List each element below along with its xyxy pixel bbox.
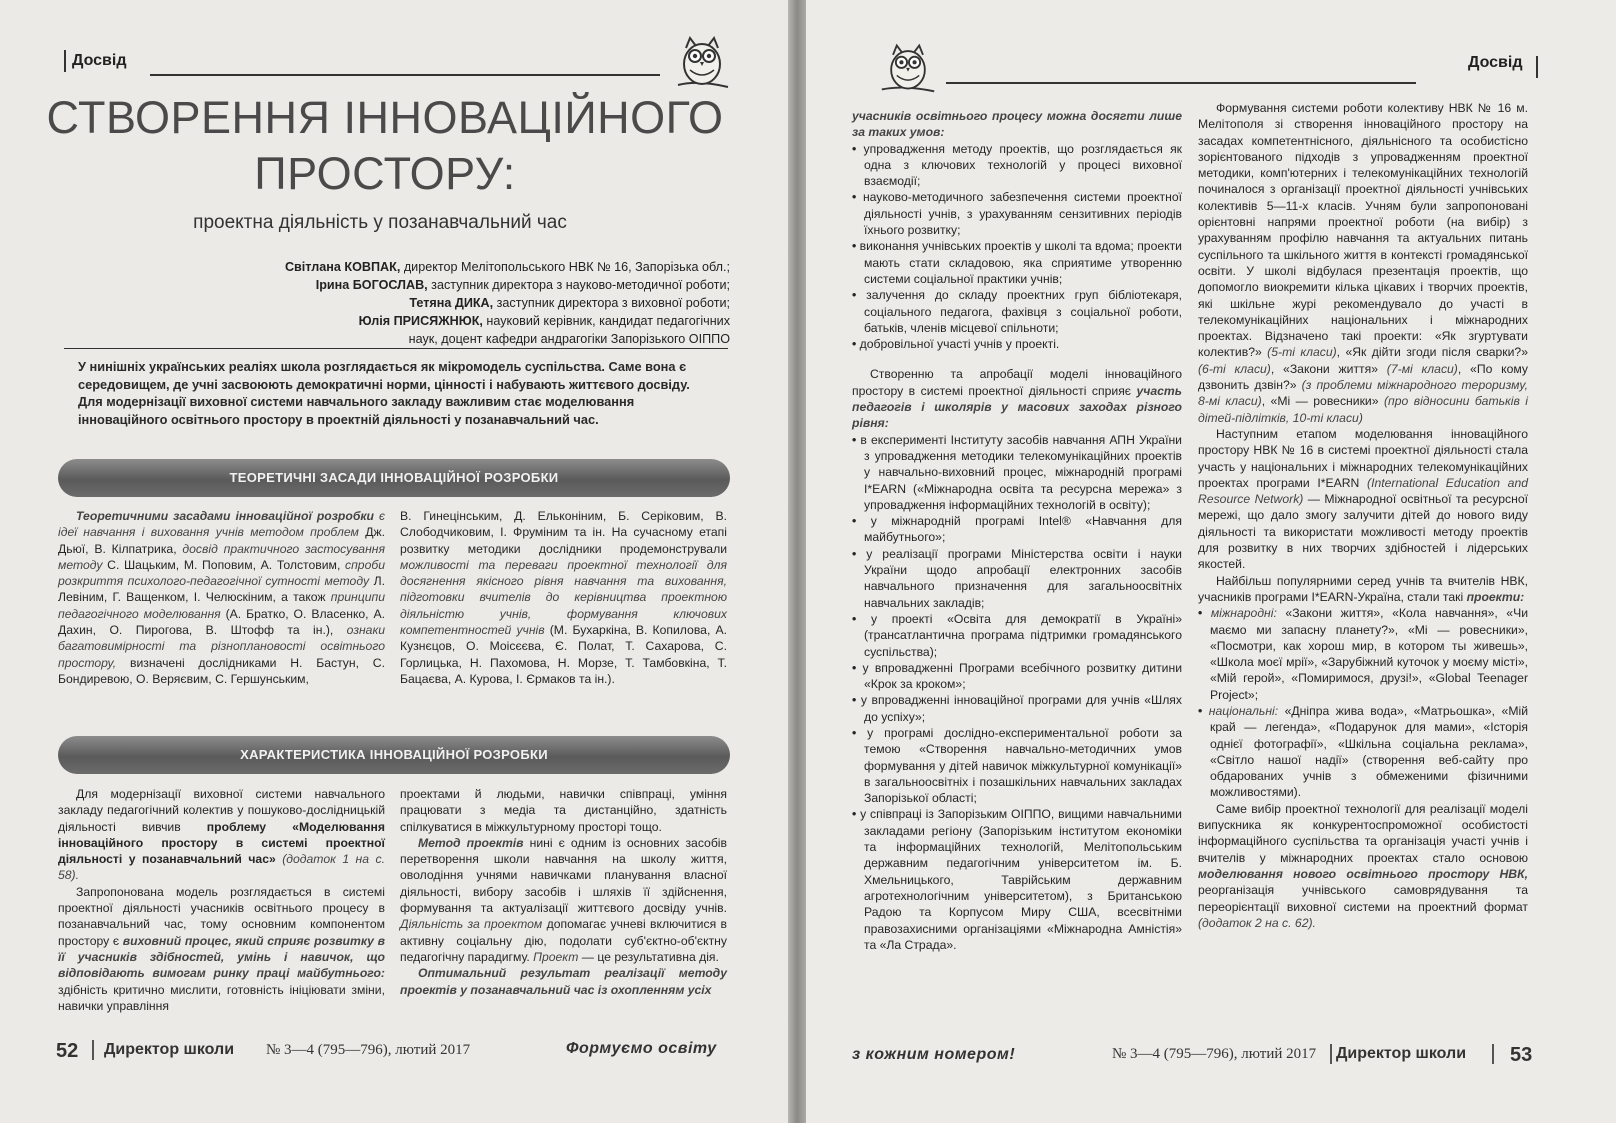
page-number: 52: [56, 1040, 79, 1062]
author-line: Ірина БОГОСЛАВ, заступник директора з науково-методичної роботи;: [315, 278, 730, 292]
header-tick: [64, 50, 66, 72]
right-column-2: Формування системи роботи колективу НВК № 16 м. Мелітополя зі створення інноваційного простору на засадах компетентнісного, діяльнісного та особистісно зорієнтованого підходів з упровадженням проектної методики, комп'ютерних і телекомунікаційних технологій починалося з організації проектної діяльності учнівських колективів 5—11-х класів. Учням були запропоновані орієнтовні напрями проектної роботи (на вибір) з урахуванням профілю навчання та актуальних питань суспільного та шкільного життя в контексті громадянської освіти. У школі відбулася презентація проектів, що допомогло виокремити кілька цікавих і творчих проектів, які шкільне журі рекомендувало до участі в телекомунікаційних національних і міжнародних проектах. Відзначено такі проекти: «Як згуртувати колектив?» (5-ті класи), «Як дійти згоди після сварки?» (6-ті класи), «Закони життя» (7-мі класи), «По кому дзвонить дзвін?» (з проблеми міжнародного тероризму, 8-мі класи), «Мі — ровесники» (про відносини батьків і дітей-підлітків, 10-ті класи) Наступним етапом моделювання інноваційного простору НВК № 16 в системі проектної діяльності стала участь у національних і міжнародних телекомунікаційних проектах програми I*EARN (International Education and Resource Network) — Міжнародної освітньої та ресурсної мережі, що дало змогу залучити дітей до нового виду діяльності та використати можливості методу проектів для розвитку в них творчих здібностей і лідерських якостей. Найбільш популярними серед учнів та вчителів НВК, учасників програми I*EARN-Україна, стали такі проекти: • міжнародні: «Закони життя», «Кола навчання», «Чи маємо ми запасну планету?», «Мі — ровесники», «Посмотри, как хорош мир, в котором ты живешь», «Школа моєї мрії», «Зарубіжний куточок у моєму місті», «Мій герой», «Помиримося, друзі!», «Global Teenager Project»; • національні: «Дніпра жива вода», «Матрьошка», «Мій край — легенда», «Подарунок для мами», «Історія однієї фотографії», «Шкільна соціальна реклама», «Світло нашої надії» (створення веб-сайту про обдарованих учнів з обмеженими фізичними можливостями). Саме вибір проектної технології для реалізації моделі випускника як конкурентоспроможної особистості інформаційного суспільства та організація участі учнів і вчителів у міжнародних проектах стало основою моделювання нового освітнього простору НВК, реорганізація учнівського самоврядування та переорієнтації виховної системи на проектний формат (додаток 2 на с. 62).: [1198, 100, 1528, 931]
author-line: Тетяна ДИКА, заступник директора з виховної роботи;: [409, 296, 730, 310]
left-page: [0, 0, 790, 1123]
title-line-1: СТВОРЕННЯ ІННОВАЦІЙНОГО: [46, 92, 724, 143]
right-column-1: учасників освітнього процесу можна досягти лише за таких умов: • упровадження методу проектів, що розглядається як одна з ключових технологій у процесі виховної взаємодії; • науково-методичного забезпечення системи проектної діяльності учнів, з урахуванням сензитивних періодів їхнього розвитку; • виконання учнівських проектів у школі та вдома; проекти мають стати складовою, яка сприятиме утворенню системи соціальної практики учнів; • залучення до складу проектних груп бібліотекаря, соціального педагога, фахівця з соціальної роботи, батьків, членів місцевої спільноти; • добровільної участі учнів у проекті. Створенню та апробації моделі інноваційного простору в системі проектної діяльності сприяє участь педагогів і школярів у масових заходах різного рівня: • в експерименті Інституту засобів навчання АПН України з упровадження методики телекомунікаційних проектів у навчально-виховний процес, міжнародній програмі I*EARN («Міжнародна освіта та ресурсна мережа» з упровадження інформаційних технологій в освіту); • у міжнародній програмі Intel® «Навчання для майбутнього»; • у реалізації програми Міністерства освіти і науки України щодо апробації електронних засобів навчального призначення для загальноосвітніх навчальних закладів; • у проекті «Освіта для демократії в Україні» (трансатлантична програма підтримки громадянського суспільства); • у впровадженні Програми всебічного розвитку дитини «Крок за кроком»; • у впровадженні інноваційної програми для учнів «Шлях до успіху»; • у програмі дослідно-експериментальної роботи за темою «Створення навчально-методичних умов формування у дітей навичок міжкультурної комунікації» в загальноосвітніх і позашкільних навчальних закладах Запорізької області; • у співпраці із Запорізьким ОІППО, вищими навчальними закладами регіону (Запорізьким інститутом економіки та інформаційних технологій, Мелітопольським державним педагогічним університетом ім. Б. Хмельницького, Таврійським державним агротехнологічним університетом), з Британською Радою та Корпусом Миру США, всесвітніми правозахисними організаціями «Міжнародна Амністія» та «Ла Страда».: [852, 108, 1182, 953]
title-line-2: ПРОСТОРУ:: [254, 148, 516, 199]
projects-list: [1198, 605, 1528, 801]
header-rule: [150, 74, 660, 76]
list-item: • міжнародні: «Закони життя», «Кола навчання», «Чи маємо ми запасну планету?», «Мі — ровесники», «Посмотри, как хорош мир, в котором ты живешь», «Школа моєї мрії», «Зарубіжний куточок у моєму місті», «Мій герой», «Помиримося, друзі!», «Global Teenager Project»;: [1198, 605, 1528, 703]
main-column-2: проектами й людьми, навички співпраці, уміння працювати з медіа та дистанційно, здатність спілкуватися в міжкультурному просторі тощо. Метод проектів нині є одним із основних засобів перетворення школи навчання на школу життя, оволодіння учнями навичками планування власної діяльності, вибору засобів і шляхів її здійснення, формування та актуалізації життєвого досвіду учнів. Діяльність за проектом допомагає учневі включитися в активну соціальну дію, подолати суб'єктно-об'єктну педагогічну парадигму. Проект — це результативна дія. Оптимальний результат реалізації методу проектів у позанавчальний час із охопленням усіх: [400, 787, 727, 997]
list-item: • упровадження методу проектів, що розглядається як одна з ключових технологій у процесі виховної взаємодії;: [852, 141, 1182, 190]
author-line: наук, доцент кафедри андрагогіки Запорізького ОІППО: [408, 332, 730, 346]
author-line: Юлія ПРИСЯЖНЮК, науковий керівник, кандидат педагогічних: [358, 314, 730, 328]
footer-slogan: з кожним номером!: [852, 1046, 1016, 1063]
authors-block: [160, 258, 730, 348]
footer-separator: [92, 1040, 94, 1060]
list-item: • науково-методичного забезпечення системи проектної діяльності учнів, з урахуванням сензитивних періодів їхнього розвитку;: [852, 189, 1182, 238]
section-tag: Досвід: [1468, 54, 1523, 71]
header-rule: [946, 82, 1416, 84]
abstract-divider: [64, 348, 728, 349]
magazine-name: Директор школи: [1336, 1045, 1467, 1062]
right-page: [806, 0, 1616, 1123]
issue-info: № 3—4 (795—796), лютий 2017: [266, 1042, 471, 1058]
footer-separator: [1492, 1044, 1494, 1064]
list-item: • у впровадженні інноваційної програми для учнів «Шлях до успіху»;: [852, 692, 1182, 725]
list-item: • в експерименті Інституту засобів навчання АПН України з упровадження методики телекомунікаційних проектів у навчально-виховний процес, міжнародній програмі I*EARN («Міжнародна освіта та ресурсна мережа» з упровадження інформаційних технологій в освіту);: [852, 432, 1182, 513]
list-item: • у міжнародній програмі Intel® «Навчання для майбутнього»;: [852, 513, 1182, 546]
section-band-theory: ТЕОРЕТИЧНІ ЗАСАДИ ІННОВАЦІЙНОЇ РОЗРОБКИ: [58, 459, 730, 497]
events-list: [852, 432, 1182, 954]
spine-gutter: [788, 0, 808, 1123]
abstract: У нинішніх українських реаліях школа розглядається як мікромодель суспільства. Саме вона є середовищем, де учні засвоюють демократичні норми, цінності і набувають життєвого досвіду. Для модернізації виховної системи навчального закладу важливим стає моделювання інноваційного освітнього простору в проектній діяльності у позанавчальний час.: [78, 359, 690, 427]
list-item: • виконання учнівських проектів у школі та вдома; проекти мають стати складовою, яка сприятиме утворенню системи соціальної практики учнів;: [852, 238, 1182, 287]
list-item: • у реалізації програми Міністерства освіти і науки України щодо апробації електронних засобів навчального призначення для загальноосвітніх навчальних закладів;: [852, 546, 1182, 611]
list-item: • у впровадженні Програми всебічного розвитку дитини «Крок за кроком»;: [852, 660, 1182, 693]
list-item: • у співпраці із Запорізьким ОІППО, вищими навчальними закладами регіону (Запорізьким інститутом економіки та інформаційних технологій, Мелітопольським державним педагогічним університетом ім. Б. Хмельницького, Таврійським державним агротехнологічним університетом), з Британською Радою та Корпусом Миру США, всесвітніми правозахисними організаціями «Міжнародна Амністія» та «Ла Страда».: [852, 806, 1182, 953]
section-tag: Досвід: [72, 52, 127, 69]
section-band-characteristics: ХАРАКТЕРИСТИКА ІННОВАЦІЙНОЇ РОЗРОБКИ: [58, 736, 730, 774]
article-title: [40, 90, 730, 202]
article-subtitle: проектна діяльність у позанавчальний час: [193, 212, 567, 233]
list-item: • національні: «Дніпра жива вода», «Матрьошка», «Мій край — легенда», «Подарунок для мами», «Історія однієї фотографії», «Шкільна соціальна реклама», «Світло нашої надії» (створення веб-сайту про обдарованих учнів з обмеженими фізичними можливостями).: [1198, 703, 1528, 801]
theory-column-1: Теоретичними засадами інноваційної розробки є ідеї навчання і виховання учнів методом проблем Дж. Дьюї, В. Кілпатрика, досвід практичного застосування методу С. Шацьким, М. Поповим, А. Толстовим, спроби розкриття психолого-педагогічної сутності методу Л. Левіним, Г. Ващенком, І. Челюскіним, а також принципи педагогічного моделювання (А. Братко, О. Власенко, А. Дахин, О. Пирогова, В. Штофф та ін.), ознаки багатовимірності та різноплановості освітнього простору, визначені дослідниками Н. Бастун, С. Бондиревою, О. Веряєвим, С. Гершунським,: [58, 509, 386, 686]
owl-icon: [876, 38, 940, 96]
owl-icon: [668, 30, 736, 92]
page-number: 53: [1510, 1044, 1533, 1066]
conditions-list: [852, 141, 1182, 353]
theory-column-2: В. Гинецінським, Д. Ельконіним, Б. Серіковим, В. Слободчиковим, І. Фруміним та ін. На сучасному етапі розвитку методики дослідники продемонстрували можливості та переваги проектної технології для досягнення якісного рівня навчання та виховання, підготовки вчителів до керівництва проектною діяльністю учнів, формування ключових компетентностей учнів (М. Бухаркіна, В. Копилова, А. Кузнєцов, О. Моісєєва, Є. Полат, Т. Сахарова, С. Горлицька, Н. Пахомова, Н. Морзе, Т. Тамбовкіна, Т. Бацаєва, А. Курова, І. Єрмаков та ін.).: [400, 509, 727, 686]
header-tick: [1536, 56, 1538, 78]
list-item: • добровільної участі учнів у проекті.: [852, 336, 1182, 352]
issue-info: № 3—4 (795—796), лютий 2017: [1112, 1046, 1317, 1062]
footer-slogan: Формуємо освіту: [566, 1040, 717, 1057]
footer-separator: [1330, 1044, 1332, 1064]
magazine-name: Директор школи: [104, 1041, 235, 1058]
author-line: Світлана КОВПАК, директор Мелітопольського НВК № 16, Запорізька обл.;: [284, 260, 730, 274]
list-item: • у програмі дослідно-експериментальної роботи за темою «Створення навчально-методичних умов формування у дітей навичок міжкультурної комунікації» в загальноосвітніх і позашкільних навчальних закладах Запорізької області;: [852, 725, 1182, 806]
main-column-1: Для модернізації виховної системи навчального закладу педагогічний колектив у пошуково-дослідницькій діяльності вивчив проблему «Моделювання інноваційного простору в системі проектної діяльності у позанавчальний час» (додаток 1 на с. 58). Запропонована модель розглядається в системі проектної діяльності учасників освітнього процесу в позанавчальний час, тому основним компонентом простору є виховний процес, який сприяє розвитку в її учасників здібностей, умінь і навичок, що відповідають вимогам ринку праці майбутнього: здібність критично мислити, готовність ініціювати зміни, навички управління: [58, 787, 385, 1013]
list-item: • у проекті «Освіта для демократії в Україні» (трансатлантична програма підтримки громадянського суспільства);: [852, 611, 1182, 660]
list-item: • залучення до складу проектних груп бібліотекаря, соціального педагога, фахівця з соціальної роботи, батьків, членів місцевої спільноти;: [852, 287, 1182, 336]
